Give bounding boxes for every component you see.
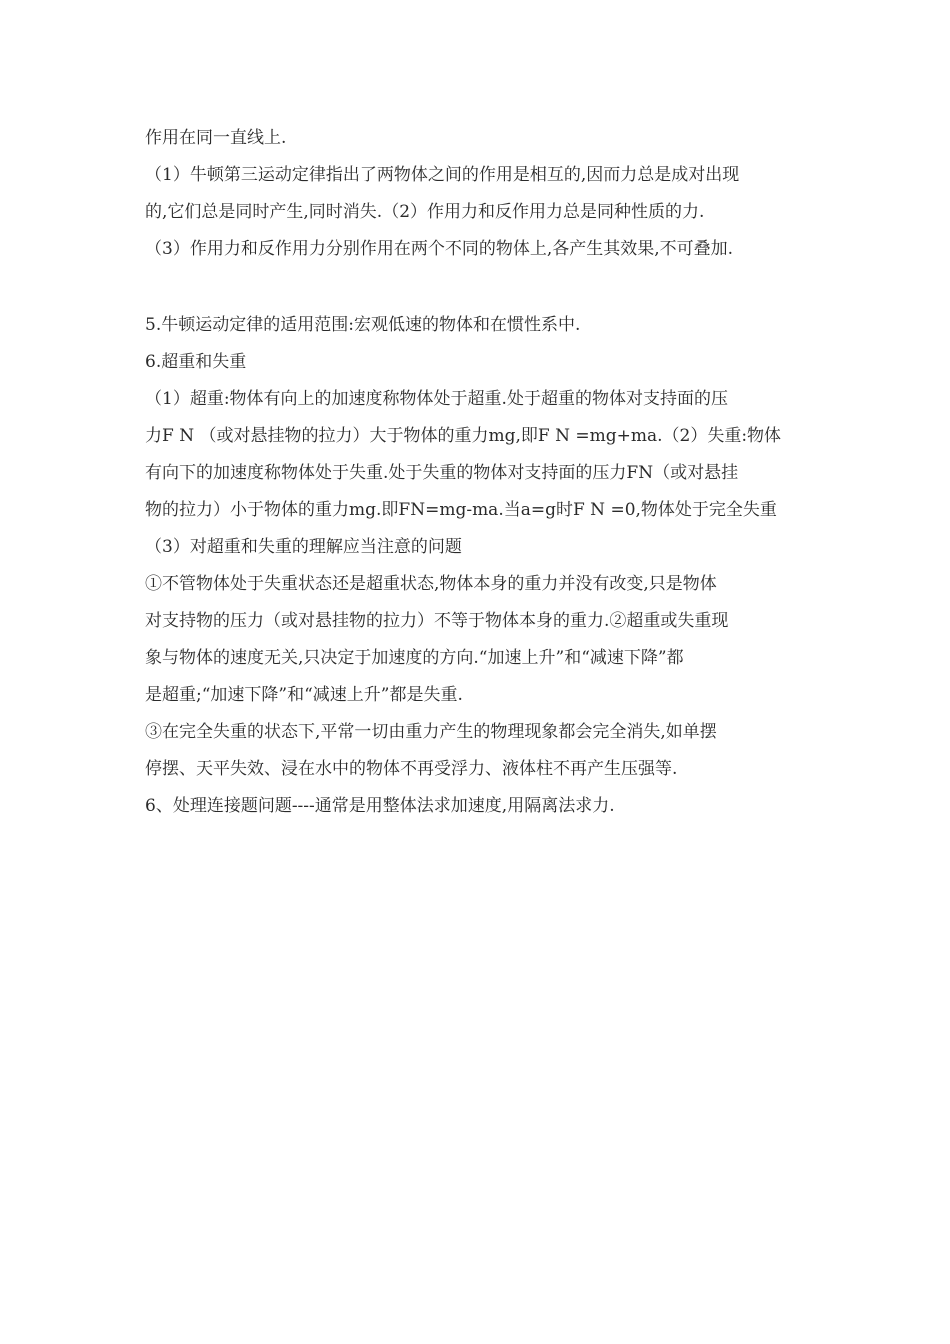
text-line: 力F N （或对悬挂物的拉力）大于物体的重力mg,即F N =mg+ma.（2）失重:物体	[145, 426, 782, 446]
text-line: 是超重;“加速下降”和“减速上升”都是失重.	[145, 685, 463, 705]
text-line: （3）对超重和失重的理解应当注意的问题	[145, 537, 462, 557]
document-body	[145, 120, 810, 825]
text-line: （1）牛顿第三运动定律指出了两物体之间的作用是相互的,因而力总是成对出现	[145, 165, 740, 185]
text-line: 的,它们总是同时产生,同时消失.（2）作用力和反作用力总是同种性质的力.	[145, 202, 705, 222]
text-line: 有向下的加速度称物体处于失重.处于失重的物体对支持面的压力FN（或对悬挂	[145, 463, 739, 483]
text-line: ①不管物体处于失重状态还是超重状态,物体本身的重力并没有改变,只是物体	[145, 574, 717, 594]
text-line: （1）超重:物体有向上的加速度称物体处于超重.处于超重的物体对支持面的压	[145, 389, 728, 409]
text-line: ③在完全失重的状态下,平常一切由重力产生的物理现象都会完全消失,如单摆	[145, 722, 717, 742]
text-line: （3）作用力和反作用力分别作用在两个不同的物体上,各产生其效果,不可叠加.	[145, 239, 734, 259]
text-line: 6、处理连接题问题----通常是用整体法求加速度,用隔离法求力.	[145, 796, 615, 816]
text-line: 作用在同一直线上.	[145, 128, 287, 148]
text-line: 象与物体的速度无关,只决定于加速度的方向.“加速上升”和“减速下降”都	[145, 648, 684, 668]
paragraph-gap	[145, 268, 810, 307]
section-heading: 6.超重和失重	[145, 352, 247, 372]
text-line: 对支持物的压力（或对悬挂物的拉力）不等于物体本身的重力.②超重或失重现	[145, 611, 729, 631]
text-line: 物的拉力）小于物体的重力mg.即FN=mg-ma.当a=g时F N =0,物体处于完全失重	[145, 500, 777, 520]
text-line: 停摆、天平失效、浸在水中的物体不再受浮力、液体柱不再产生压强等.	[145, 759, 678, 779]
text-line: 5.牛顿运动定律的适用范围:宏观低速的物体和在惯性系中.	[145, 315, 581, 335]
